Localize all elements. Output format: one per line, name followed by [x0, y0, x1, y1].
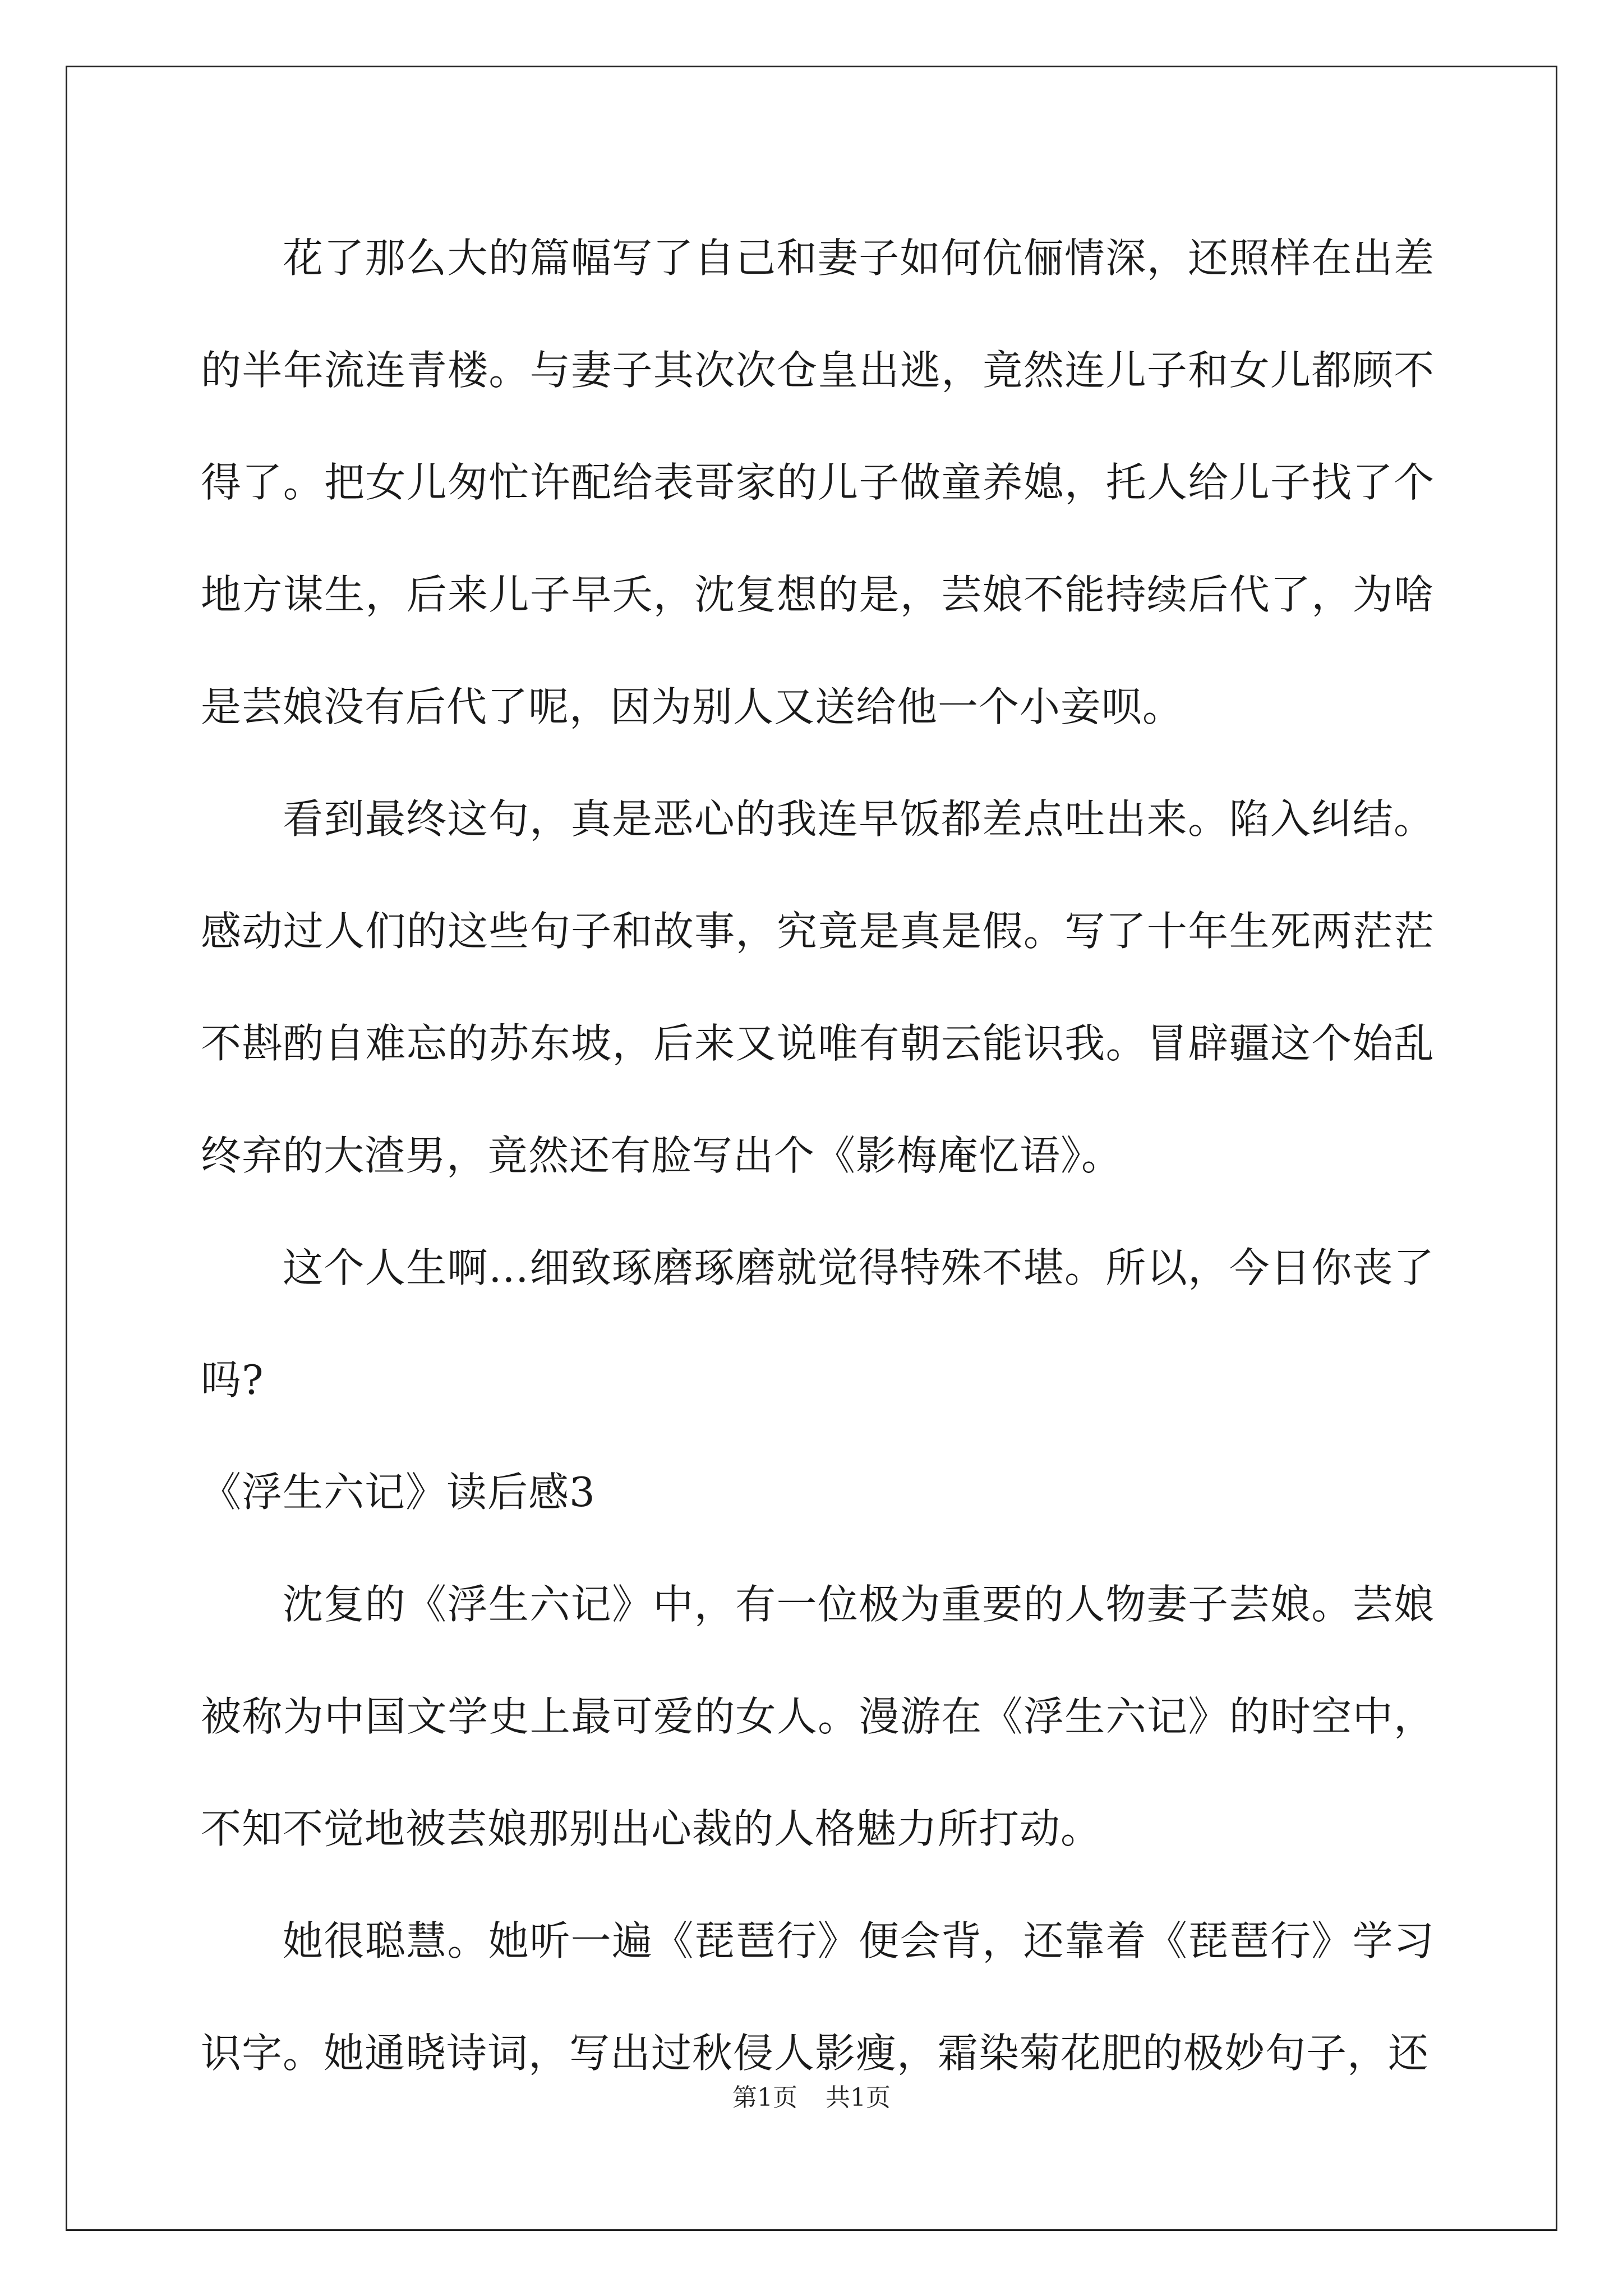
paragraph-1: 花了那么大的篇幅写了自己和妻子如何伉俪情深，还照样在出差的半年流连青楼。与妻子其次次仓皇出逃，竟然连儿子和女儿都顾不得了。把女儿匆忙许配给表哥家的儿子做童养媳，托人给儿子找了个地方谋生，后来儿子早夭，沈复想的是，芸娘不能持续后代了，为啥是芸娘没有后代了呢，因为别人又送给他一个小妾呗。: [201, 234, 1435, 730]
paragraph-5: 她很聪慧。她听一遍《琵琶行》便会背，还靠着《琵琶行》学习识字。她通晓诗词，写出过秋侵人影瘦，霜染菊花肥的极妙句子，还: [201, 1917, 1435, 2077]
page-total: 共1页: [826, 2083, 891, 2112]
page-number: 第1页: [732, 2083, 797, 2112]
page-footer: [0, 2081, 1623, 2115]
paragraph-3: 这个人生啊…细致琢磨琢磨就觉得特殊不堪。所以，今日你丧了吗?: [201, 1244, 1435, 1404]
section-heading: 《浮生六记》读后感3: [201, 1469, 596, 1516]
paragraph-4: 沈复的《浮生六记》中，有一位极为重要的人物妻子芸娘。芸娘被称为中国文学史上最可爱的女人。漫游在《浮生六记》的时空中，不知不觉地被芸娘那别出心裁的人格魅力所打动。: [201, 1581, 1435, 1852]
document-body: [201, 202, 1435, 2109]
paragraph-2: 看到最终这句，真是恶心的我连早饭都差点吐出来。陷入纠结。感动过人们的这些句子和故事，究竟是真是假。写了十年生死两茫茫不斟酌自难忘的苏东坡，后来又说唯有朝云能识我。冒辟疆这个始乱终弃的大渣男，竟然还有脸写出个《影梅庵忆语》。: [201, 795, 1435, 1179]
